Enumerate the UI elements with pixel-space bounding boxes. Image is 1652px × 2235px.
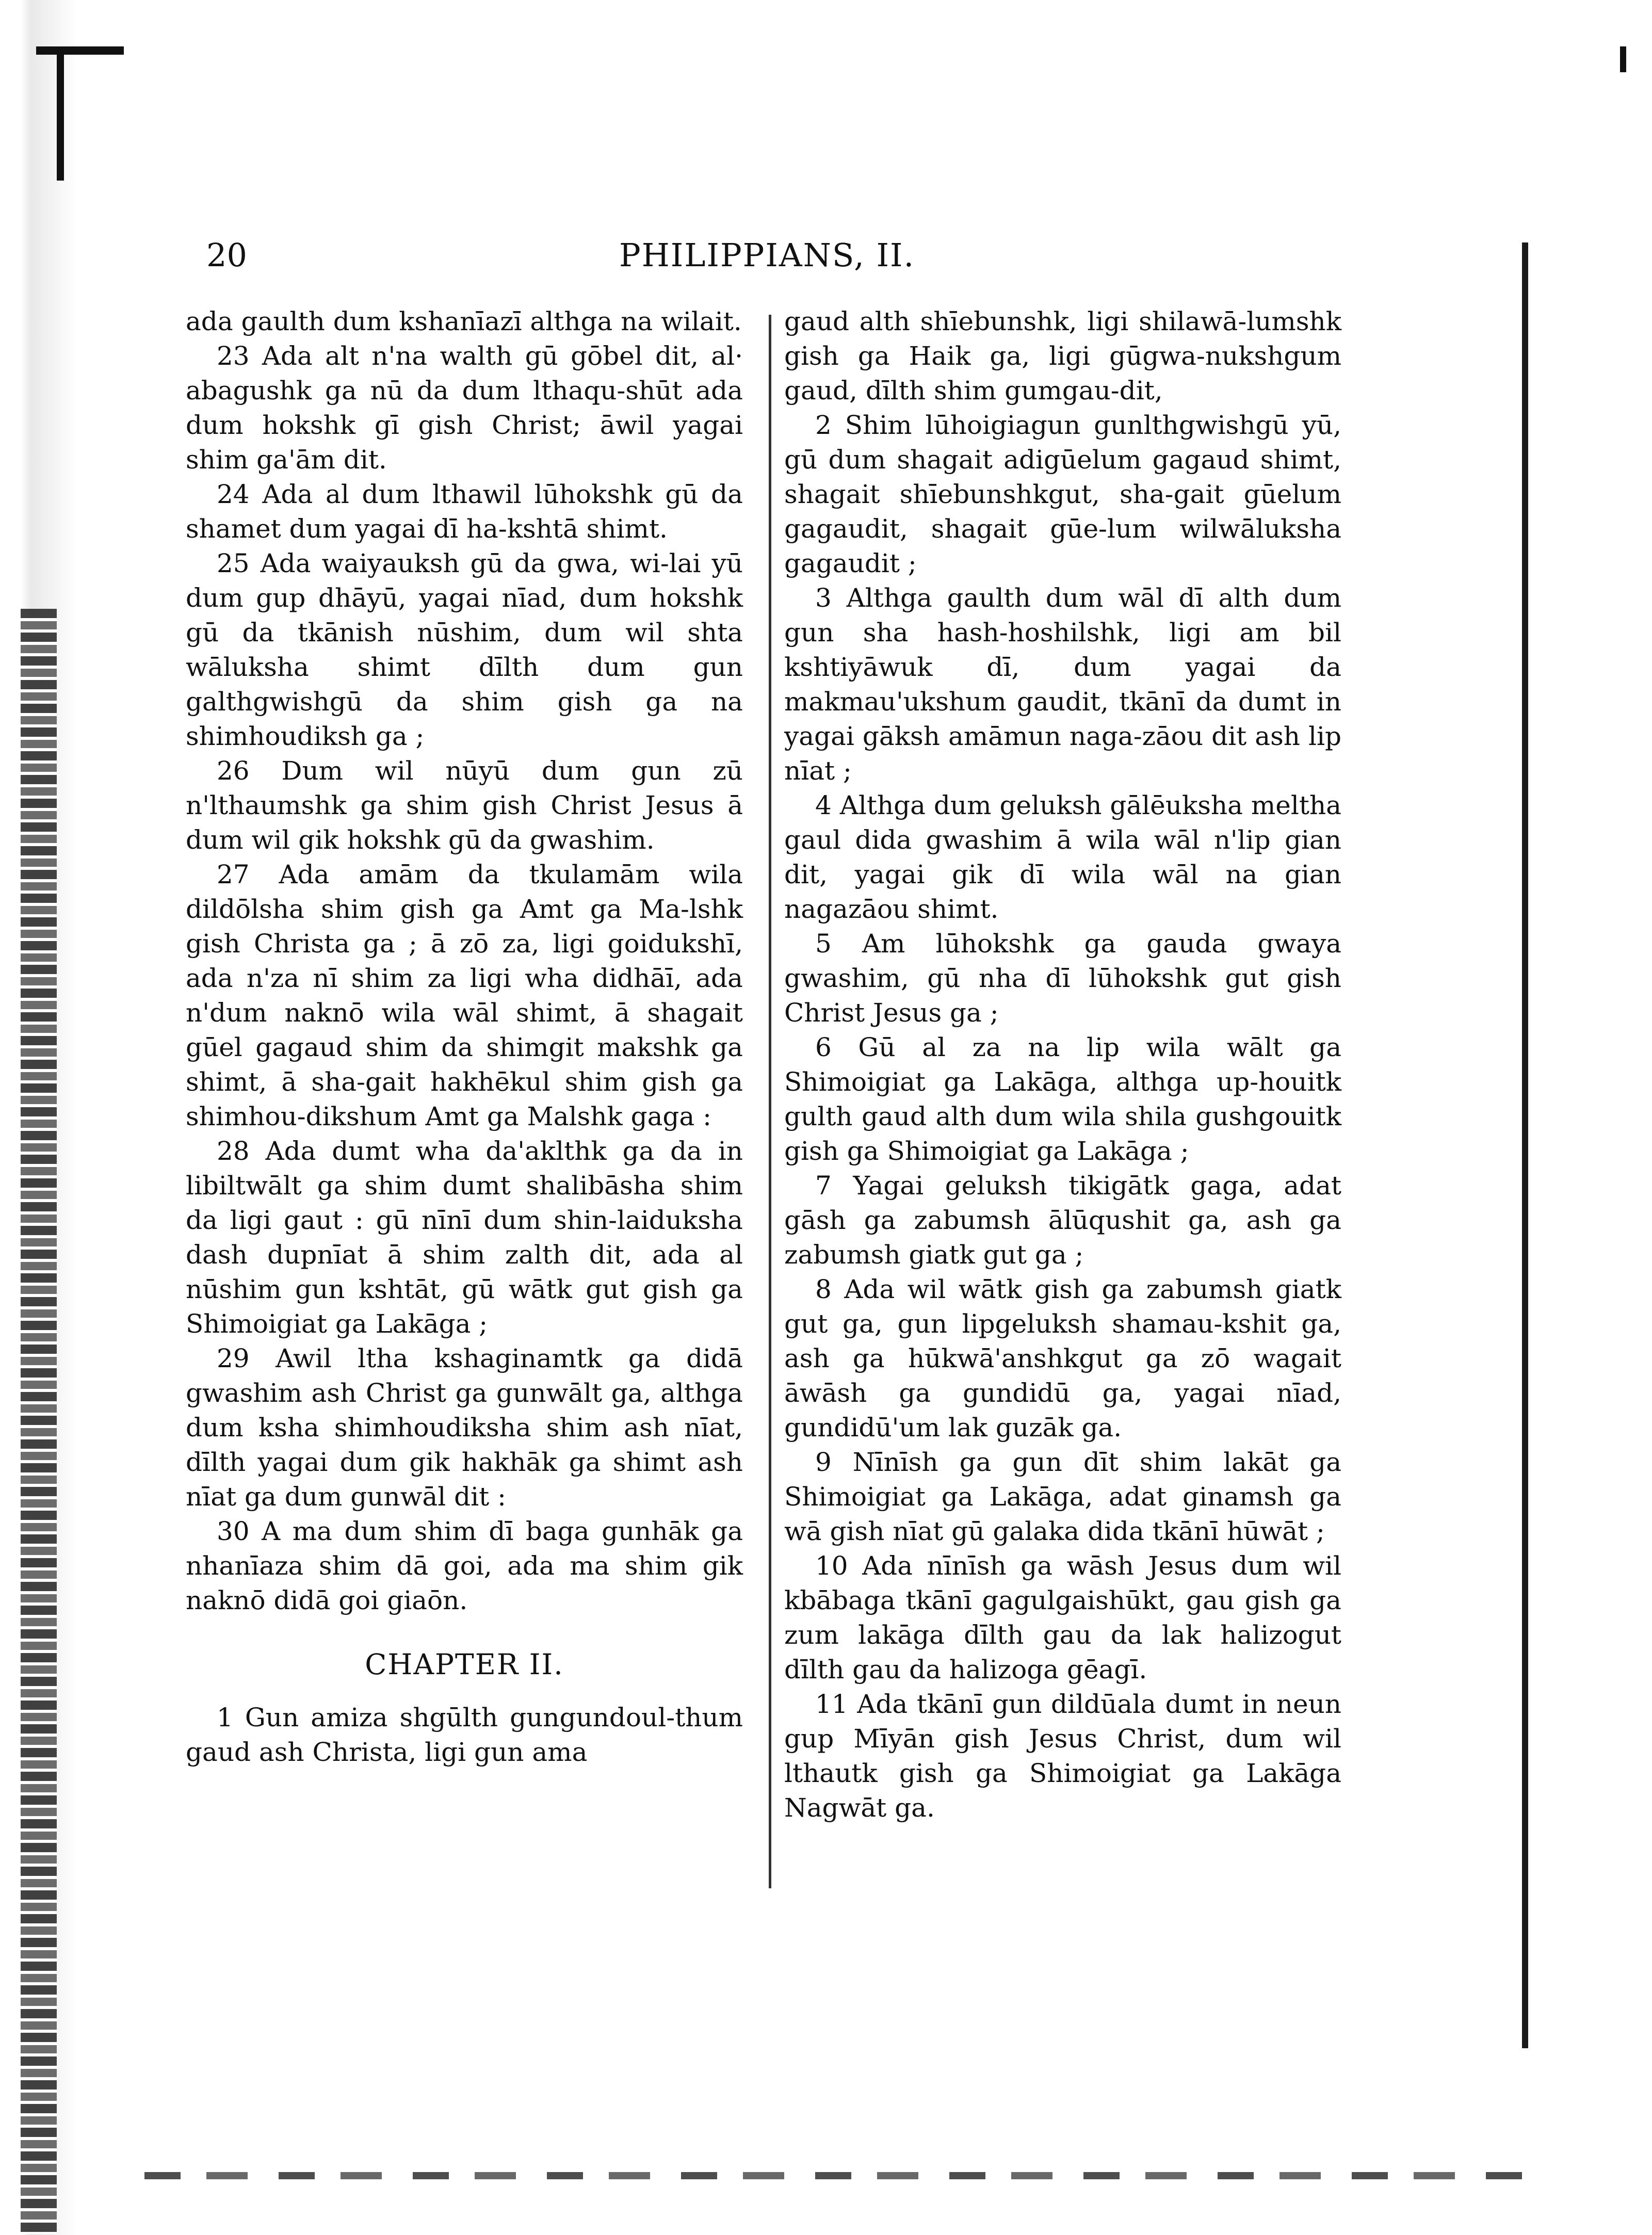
page-header xyxy=(206,227,1445,284)
verse: 7 Yagai geluksh tikigātk gaga, adat gāsh ga zabumsh ālūqushit ga, ash ga zabumsh giatk gut ga ; xyxy=(784,1171,1341,1270)
verse: 10 Ada nīnīsh ga wāsh Jesus dum wil kbābaga tkānī gagulgaishūkt, gau gish ga zum lakāga dīlth gau da lak halizogut dīlth gau da halizoga gēagī. xyxy=(784,1551,1341,1685)
scan-right-edge-line xyxy=(1522,242,1528,2048)
running-title: PHILIPPIANS, II. xyxy=(619,236,915,274)
page-number: 20 xyxy=(206,236,247,274)
verse: 26 Dum wil nūyū dum gun zū n'lthaumshk ga shim gish Christ Jesus ā dum wil gik hokshk gū da gwashim. xyxy=(186,756,743,855)
verse: 9 Nīnīsh ga gun dīt shim lakāt ga Shimoigiat ga Lakāga, adat ginamsh ga wā gish nīat gū galaka dida tkānī hūwāt ; xyxy=(784,1447,1341,1546)
verse: 1 Gun amiza shgūlth gungundoul-thum gaud ash Christa, ligi gun ama xyxy=(186,1703,743,1767)
paragraph: ada gaulth dum kshanīazī althga na wilait. xyxy=(186,306,742,336)
verse: 23 Ada alt n'na walth gū gōbel dit, al· abagushk ga nū da dum lthaqu-shūt ada dum hokshk gī gish Christ; āwil yagai shim ga'ām dit. xyxy=(186,341,743,475)
scan-left-binding-artifact xyxy=(21,609,57,2234)
scan-top-left-mark xyxy=(36,46,124,55)
verse: 29 Awil ltha kshaginamtk ga didā gwashim ash Christ ga gunwālt ga, althga dum ksha shimhoudiksha shim ash nīat, dīlth yagai dum gik hakhāk ga shimt ash nīat ga dum gunwāl dit : xyxy=(186,1343,743,1512)
chapter-heading: CHAPTER II. xyxy=(365,1648,564,1681)
left-column xyxy=(186,304,743,1770)
verse: 4 Althga dum geluksh gālēuksha meltha gaul dida gwashim ā wila wāl n'lip gian dit, yagai gik dī wila wāl na gian nagazāou shimt. xyxy=(784,790,1341,924)
scan-bottom-artifact xyxy=(144,2172,1537,2179)
verse: 25 Ada waiyauksh gū da gwa, wi-lai yū dum gup dhāyū, yagai nīad, dum hokshk gū da tkānish nūshim, dum wil shta wāluksha shimt dīlth dum gun galthgwishgū da shim gish ga na shimhoudiksh ga ; xyxy=(186,548,743,751)
verse: 6 Gū al za na lip wila wālt ga Shimoigiat ga Lakāga, althga up-houitk gulth gaud alth dum wila shila gushgouitk gish ga Shimoigiat ga Lakāga ; xyxy=(784,1032,1341,1166)
verse: 3 Althga gaulth dum wāl dī alth dum gun sha hash-hoshilshk, ligi am bil kshtiyāwuk dī, dum yagai da makmau'ukshum gaudit, tkānī da dumt in yagai gāksh amāmun naga-zāou dit ash lip nīat ; xyxy=(784,583,1341,786)
verse: 24 Ada al dum lthawil lūhokshk gū da shamet dum yagai dī ha-kshtā shimt. xyxy=(186,479,743,544)
scan-top-right-mark xyxy=(1620,46,1626,72)
verse: 28 Ada dumt wha da'aklthk ga da in libiltwālt ga shim dumt shalibāsha shim da ligi gaut : gū nīnī dum shin-laiduksha dash dupnīat ā shim zalth dit, ada al nūshim gun kshtāt, gū wātk gut gish ga Shimoigiat ga Lakāga ; xyxy=(186,1136,743,1339)
paragraph: gaud alth shīebunshk, ligi shilawā-lumshk gish ga Haik ga, ligi gūgwa-nukshgum gaud, dīlth shim gumgau-dit, xyxy=(784,306,1341,406)
scan-top-left-mark-vertical xyxy=(57,46,64,181)
verse: 11 Ada tkānī gun dildūala dumt in neun gup Mīyān gish Jesus Christ, dum wil lthautk gish ga Shimoigiat ga Lakāga Nagwāt ga. xyxy=(784,1689,1341,1823)
verse: 5 Am lūhokshk ga gauda gwaya gwashim, gū nha dī lūhokshk gut gish Christ Jesus ga ; xyxy=(784,929,1341,1028)
verse: 2 Shim lūhoigiagun gunlthgwishgū yū, gū dum shagait adigūelum gagaud shimt, shagait shīebunshkgut, sha-gait gūelum gagaudit, shagait gūe-lum wilwāluksha gagaudit ; xyxy=(784,410,1341,578)
column-divider xyxy=(769,315,771,1888)
verse: 30 A ma dum shim dī baga gunhāk ga nhanīaza shim dā goi, ada ma shim gik naknō didā goi giaōn. xyxy=(186,1516,743,1615)
right-column xyxy=(784,304,1341,1825)
verse: 27 Ada amām da tkulamām wila dildōlsha shim gish ga Amt ga Ma-lshk gish Christa ga ; ā zō za, ligi goidukshī, ada n'za nī shim za ligi wha didhāī, ada n'dum naknō wila wāl shimt, ā shagait gūel gagaud shim da shimgit makshk ga shimt, ā sha-gait hakhēkul shim gish ga shimhou-dikshum Amt ga Malshk gaga : xyxy=(186,860,743,1131)
verse: 8 Ada wil wātk gish ga zabumsh giatk gut ga, gun lipgeluksh shamau-kshit ga, ash ga hūkwā'anshkgut ga zō wagait āwāsh ga gundidū ga, yagai nīad, gundidū'um lak guzāk ga. xyxy=(784,1274,1341,1443)
